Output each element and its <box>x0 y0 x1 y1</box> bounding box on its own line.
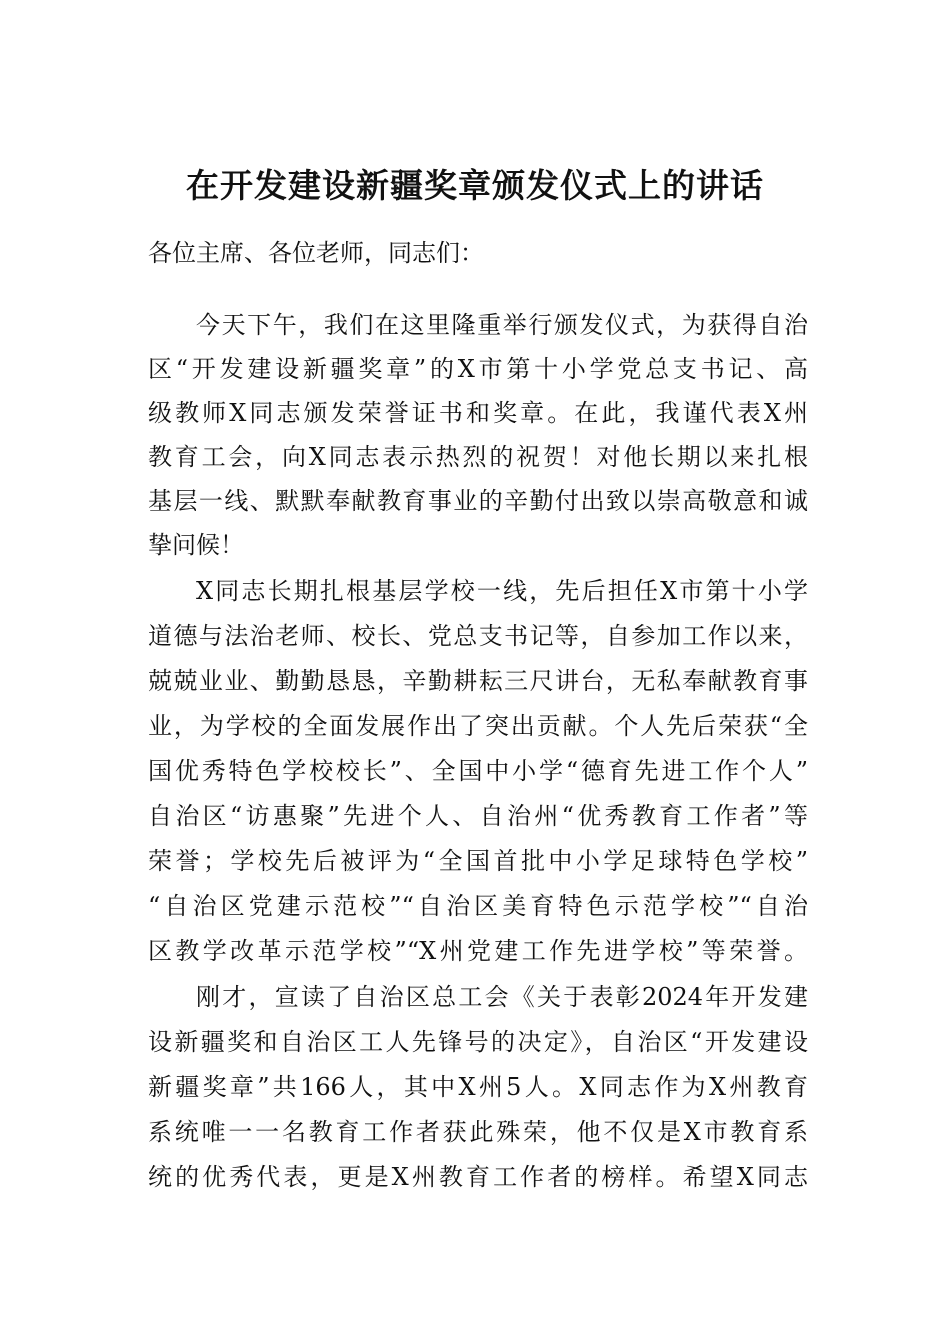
paragraph-3-line: 统的优秀代表，更是X州教育工作者的榜样。希望X同志 <box>148 1163 808 1191</box>
paragraph-3-line: 系统唯一一名教育工作者获此殊荣，他不仅是X市教育系 <box>148 1118 808 1146</box>
paragraph-1-line: 基层一线、默默奉献教育事业的辛勤付出致以崇高敬意和诚 <box>148 487 808 515</box>
speech-title: 在开发建设新疆奖章颁发仪式上的讲话 <box>186 166 764 205</box>
paragraph-1-line: 级教师X同志颁发荣誉证书和奖章。在此，我谨代表X州 <box>148 399 808 427</box>
greeting: 各位主席、各位老师，同志们： <box>148 239 484 267</box>
paragraph-1-line: 今天下午，我们在这里隆重举行颁发仪式，为获得自治 <box>196 311 808 339</box>
paragraph-2-line: 道德与法治老师、校长、党总支书记等，自参加工作以来， <box>148 622 808 650</box>
paragraph-1-line: 教育工会，向X同志表示热烈的祝贺！对他长期以来扎根 <box>148 443 808 471</box>
paragraph-1-line: 区“开发建设新疆奖章”的X市第十小学党总支书记、高 <box>148 355 808 383</box>
paragraph-2-line: 兢兢业业、勤勤恳恳，辛勤耕耘三尺讲台，无私奉献教育事 <box>148 667 808 695</box>
paragraph-3-line: 设新疆奖和自治区工人先锋号的决定》，自治区“开发建设 <box>148 1028 808 1056</box>
paragraph-3-line: 刚才，宣读了自治区总工会《关于表彰2024年开发建 <box>196 983 808 1011</box>
paragraph-2-line: 业，为学校的全面发展作出了突出贡献。个人先后荣获“全 <box>148 712 808 740</box>
paragraph-2-line: “自治区党建示范校”“自治区美育特色示范学校”“自治 <box>148 892 808 920</box>
paragraph-2-line: 区教学改革示范学校”“X州党建工作先进学校”等荣誉。 <box>148 937 808 965</box>
paragraph-3-line: 新疆奖章”共166人，其中X州5人。X同志作为X州教育 <box>148 1073 808 1101</box>
paragraph-1-line: 挚问候！ <box>148 531 244 559</box>
paragraph-2-line: X同志长期扎根基层学校一线，先后担任X市第十小学 <box>196 577 808 605</box>
paragraph-2-line: 荣誉；学校先后被评为“全国首批中小学足球特色学校” <box>148 847 808 875</box>
paragraph-2-line: 国优秀特色学校校长”、全国中小学“德育先进工作个人” <box>148 757 808 785</box>
paragraph-2-line: 自治区“访惠聚”先进个人、自治州“优秀教育工作者”等 <box>148 802 808 830</box>
